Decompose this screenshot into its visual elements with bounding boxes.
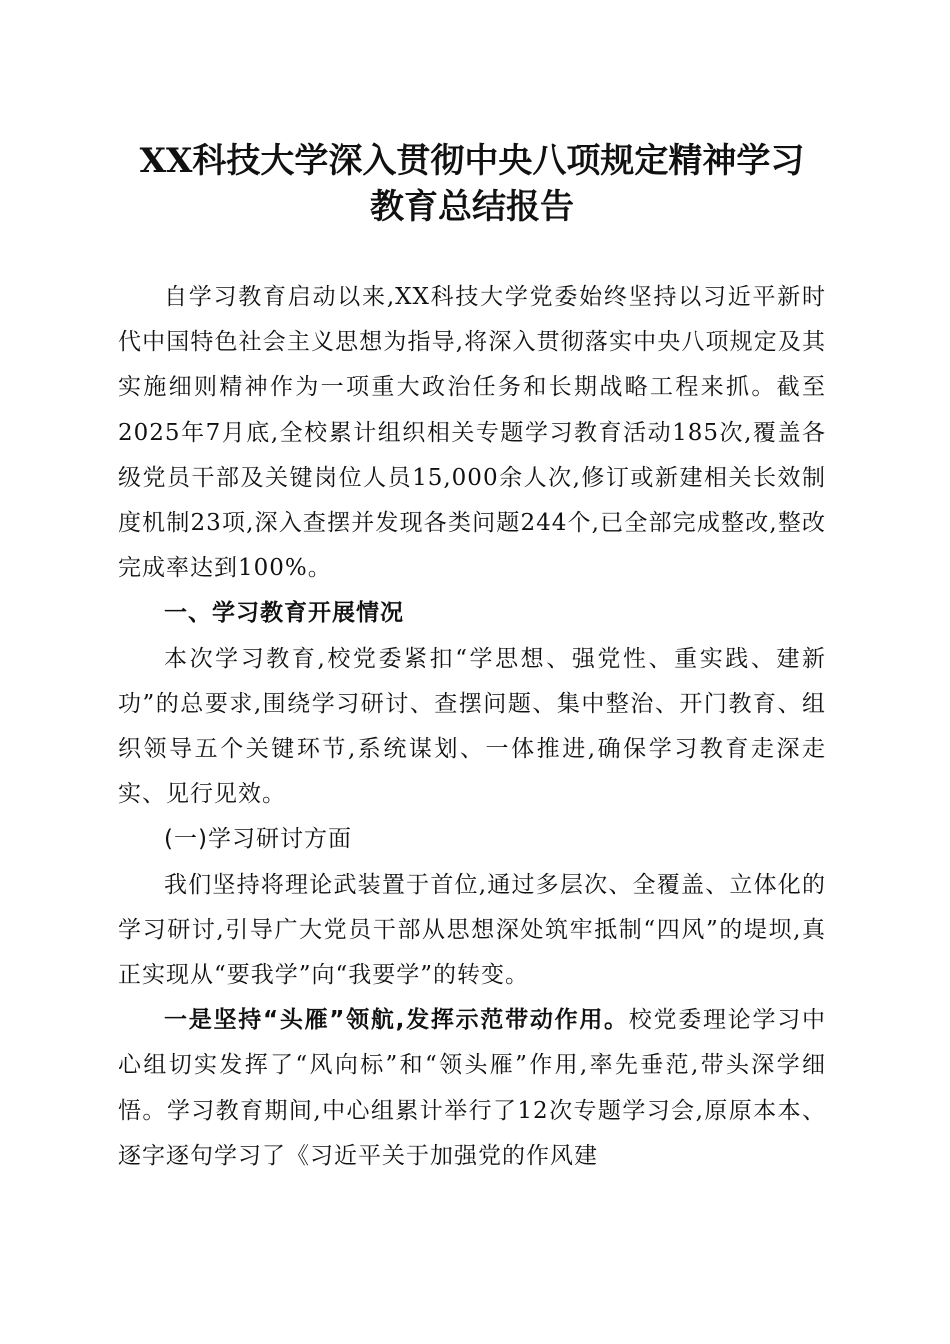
- document-title: [118, 138, 826, 230]
- subsection-heading-1: (一)学习研讨方面: [164, 826, 352, 853]
- point1-text: 校党委理论学习中心组切实发挥了“风向标”和“领头雁”作用,率先垂范,带头深学细悟。学习教育期间,中心组累计举行了12次专题学习会,原原本本、逐字逐句学习了《习近平关于加强党的作风建: [118, 1007, 826, 1169]
- subsection1-paragraph: 我们坚持将理论武装置于首位,通过多层次、全覆盖、立体化的学习研讨,引导广大党员干部从思想深处筑牢抵制“四风”的堤坝,真正实现从“要我学”向“我要学”的转变。: [118, 871, 826, 989]
- title-line-2: 教育总结报告: [370, 187, 574, 227]
- point1-paragraph: [118, 998, 826, 1179]
- document-body: [118, 275, 826, 1179]
- title-line-1: XX科技大学深入贯彻中央八项规定精神学习: [139, 141, 805, 181]
- section-heading-1: 一、学习教育开展情况: [164, 600, 404, 627]
- section1-paragraph: 本次学习教育,校党委紧扣“学思想、强党性、重实践、建新功”的总要求,围绕学习研讨、查摆问题、集中整治、开门教育、组织领导五个关键环节,系统谋划、一体推进,确保学习教育走深走实、见行见效。: [118, 645, 826, 808]
- intro-paragraph: 自学习教育启动以来,XX科技大学党委始终坚持以习近平新时代中国特色社会主义思想为指导,将深入贯彻落实中央八项规定及其实施细则精神作为一项重大政治任务和长期战略工程来抓。截至2025年7月底,全校累计组织相关专题学习教育活动185次,覆盖各级党员干部及关键岗位人员15,000余人次,修订或新建相关长效制度机制23项,深入查摆并发现各类问题244个,已全部完成整改,整改完成率达到100%。: [118, 284, 826, 582]
- point1-lead: 一是坚持“头雁”领航,发挥示范带动作用。: [164, 1007, 629, 1034]
